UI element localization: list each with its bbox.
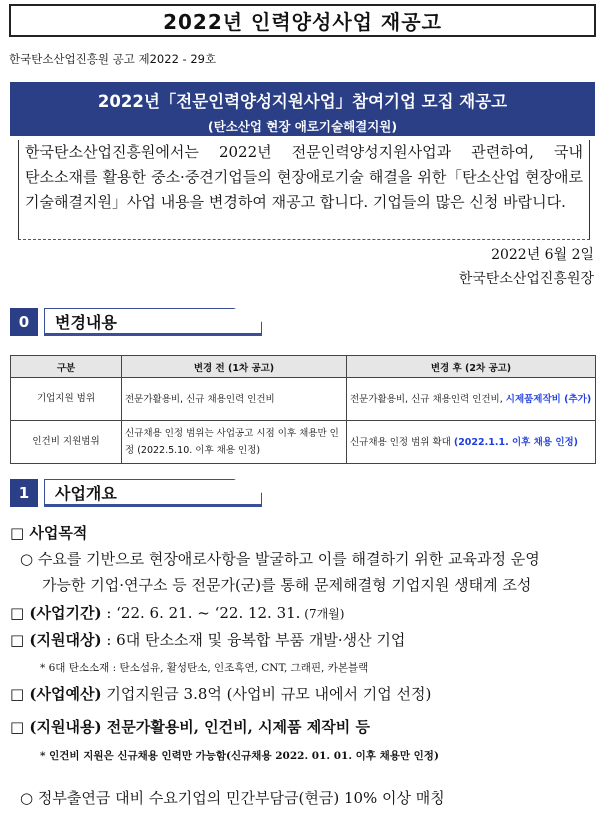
row-after-highlight: 시제품제작비 (추가) (505, 393, 592, 405)
table-row (11, 378, 596, 421)
row-after-highlight: (2022.1.1. 이후 채용 인정) (453, 436, 579, 448)
content-heading: □ (지원내용) 전문가활용비, 인건비, 시제품 제작비 등 (10, 718, 370, 736)
row-after (347, 421, 596, 464)
section-title-changes: 변경내용 (44, 308, 262, 336)
announcement-banner (10, 82, 595, 136)
period-line (10, 602, 344, 623)
target-note: * 6대 탄소소재 : 탄소섬유, 활성탄소, 인조흑연, CNT, 그래핀, 카본블랙 (40, 662, 369, 674)
content-note: * 인건비 지원은 신규채용 인력만 가능함(신규채용 2022. 01. 01. 이후 채용만 인정) (40, 750, 439, 762)
banner-title: 2022년「전문인력양성지원사업」참여기업 모집 재공고 (97, 92, 508, 111)
section-number-1: 1 (10, 479, 38, 507)
row-before: 전문가활용비, 신규 채용인력 인건비 (122, 378, 347, 421)
row-after (347, 378, 596, 421)
row-after-text: 전문가활용비, 신규 채용인력 인건비, (350, 393, 506, 405)
target-line (10, 629, 405, 650)
banner-subtitle: (탄소산업 현장 애로기술해결지원) (207, 119, 398, 134)
row-category: 기업지원 범위 (11, 378, 122, 421)
budget-line (10, 683, 431, 704)
issuing-organization: 한국탄소산업진흥원장 (458, 271, 594, 287)
matching-line: ○ 정부출연금 대비 수요기업의 민간부담금(현금) 10% 이상 매칭 (20, 789, 445, 807)
table-header-row (11, 356, 596, 378)
budget-value: 기업지원금 3.8억 (사업비 규모 내에서 기업 선정) (101, 685, 432, 703)
section-number-0: 0 (10, 308, 38, 336)
target-value: : 6대 탄소소재 및 융복합 부품 개발·생산 기업 (101, 631, 406, 649)
table-row (11, 421, 596, 464)
period-note: (7개월) (300, 607, 345, 621)
budget-heading: □ (사업예산) (10, 685, 102, 703)
purpose-line-1: ○ 수요를 기반으로 현장애로사항을 발굴하고 이를 해결하기 위한 교육과정 운영 (20, 550, 540, 568)
header-after: 변경 후 (2차 공고) (347, 356, 596, 378)
purpose-heading: □ 사업목적 (10, 524, 88, 542)
notice-date: 2022년 6월 2일 (491, 247, 594, 263)
period-value: : ‘22. 6. 21. ~ ‘22. 12. 31. (101, 604, 301, 622)
section-title-overview: 사업개요 (44, 479, 262, 507)
header-before: 변경 전 (1차 공고) (122, 356, 347, 378)
row-before: 신규채용 인정 범위는 사업공고 시점 이후 채용만 인정 (2022.5.10. 이후 채용 인정) (122, 421, 347, 464)
header-category: 구분 (11, 356, 122, 378)
page-title: 2022년 인력양성사업 재공고 (9, 4, 596, 37)
row-after-text: 신규채용 인정 범위 확대 (350, 436, 454, 448)
changes-table (10, 355, 596, 464)
notice-number: 한국탄소산업진흥원 공고 제2022 - 29호 (9, 52, 217, 66)
target-heading: □ (지원대상) (10, 631, 102, 649)
row-category: 인건비 지원범위 (11, 421, 122, 464)
intro-paragraph: 한국탄소산업진흥원에서는 2022년 전문인력양성지원사업과 관련하여, 국내 탄소소재를 활용한 중소·중견기업들의 현장애로기술 해결을 위한「탄소산업 현장애로 기술해결지원」사업 내용을 변경하여 재공고 합니다. 기업들의 많은 신청 바랍니다. (18, 140, 590, 240)
purpose-line-2: 가능한 기업·연구소 등 전문가(군)를 통해 문제해결형 기업지원 생태계 조성 (42, 576, 532, 594)
period-heading: □ (사업기간) (10, 604, 102, 622)
